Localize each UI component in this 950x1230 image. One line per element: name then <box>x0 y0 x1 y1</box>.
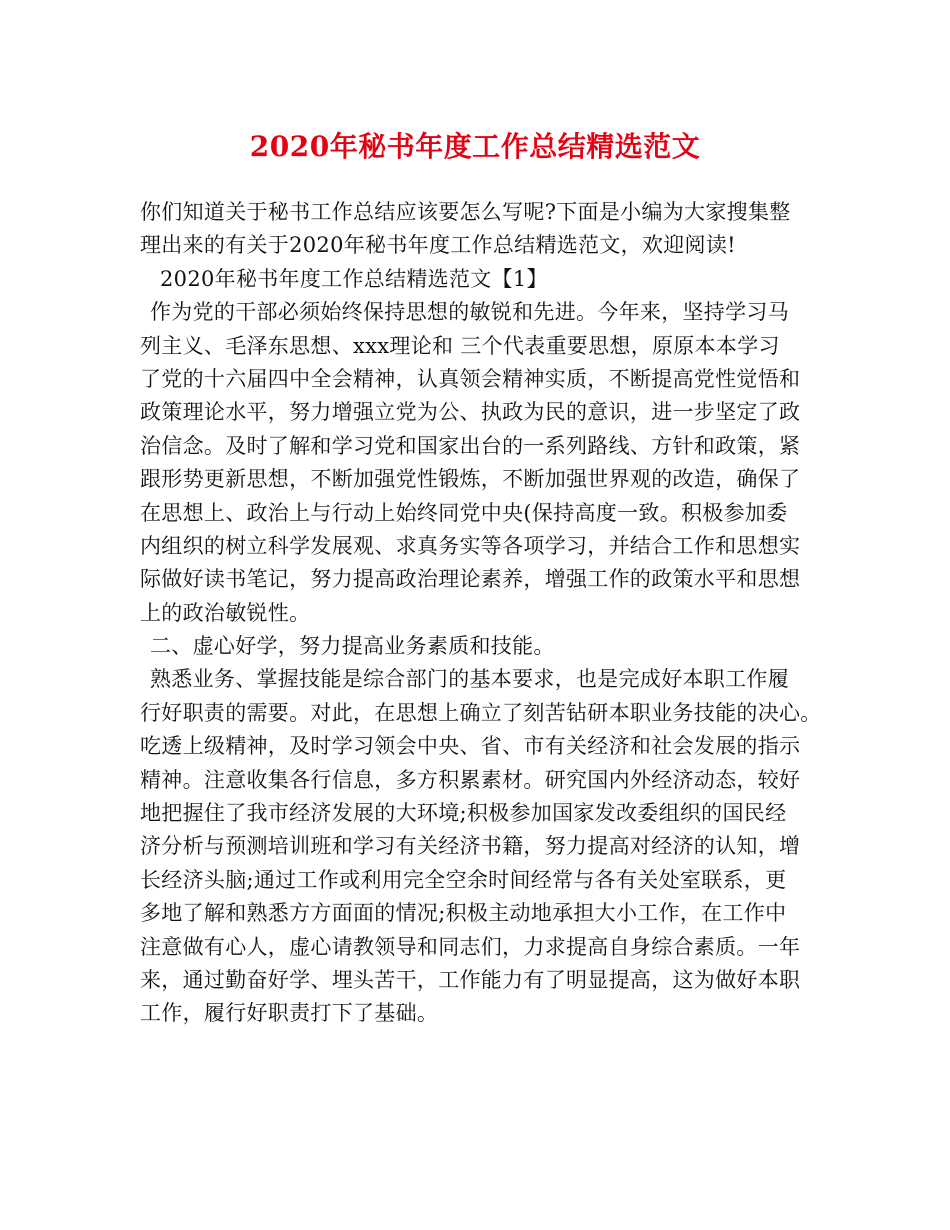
text-line: 了党的十六届四中全会精神，认真领会精神实质，不断提高党性觉悟和 <box>140 366 801 391</box>
text-line: 多地了解和熟悉方方面面的情况;积极主动地承担大小工作，在工作中 <box>140 901 787 926</box>
text-line: 内组织的树立科学发展观、求真务实等各项学习，并结合工作和思想实 <box>140 533 801 558</box>
text-line: 你们知道关于秘书工作总结应该要怎么写呢?下面是小编为大家搜集整 <box>140 200 791 224</box>
section-heading: 2020年秘书年度工作总结精选范文【1】 <box>160 266 548 291</box>
text-line: 列主义、毛泽东思想、xxx理论和 三个代表重要思想，原原本本学习 <box>140 333 780 358</box>
text-line: 政策理论水平，努力增强立党为公、执政为民的意识，进一步坚定了政 <box>140 400 801 425</box>
text-line: 作为党的干部必须始终保持思想的敏锐和先进。今年来，坚持学习马 <box>150 300 789 325</box>
text-line: 地把握住了我市经济发展的大环境;积极参加国家发改委组织的国民经 <box>140 801 787 826</box>
document-body <box>140 196 830 1031</box>
text-line: 理出来的有关于2020年秘书年度工作总结精选范文，欢迎阅读! <box>140 233 736 258</box>
text-line: 济分析与预测培训班和学习有关经济书籍，努力提高对经济的认知，增 <box>140 834 801 859</box>
text-line: 上的政治敏锐性。 <box>140 600 311 625</box>
text-line: 在思想上、政治上与行动上始终同党中央(保持高度一致。积极参加委 <box>140 500 788 525</box>
text-line: 行好职责的需要。对此，在思想上确立了刻苦钻研本职业务技能的决心。 <box>140 700 822 725</box>
text-line: 精神。注意收集各行信息，多方积累素材。研究国内外经济动态，较好 <box>140 767 801 792</box>
text-line: 注意做有心人，虚心请教领导和同志们，力求提高自身综合素质。一年 <box>140 934 801 959</box>
text-line: 治信念。及时了解和学习党和国家出台的一系列路线、方针和政策，紧 <box>140 433 801 458</box>
text-line: 吃透上级精神，及时学习领会中央、省、市有关经济和社会发展的指示 <box>140 734 801 759</box>
text-line: 长经济头脑;通过工作或利用完全空余时间经常与各有关处室联系，更 <box>140 867 787 892</box>
text-line: 熟悉业务、掌握技能是综合部门的基本要求，也是完成好本职工作履 <box>150 667 789 692</box>
text-line: 来，通过勤奋好学、埋头苦干，工作能力有了明显提高，这为做好本职 <box>140 967 801 992</box>
text-line: 跟形势更新思想，不断加强党性锻炼，不断加强世界观的改造，确保了 <box>140 467 801 492</box>
text-line: 工作，履行好职责打下了基础。 <box>140 1001 439 1026</box>
document-title: 2020年秘书年度工作总结精选范文 <box>249 130 701 163</box>
section-heading: 二、虚心好学，努力提高业务素质和技能。 <box>150 634 555 659</box>
text-line: 际做好读书笔记，努力提高政治理论素养，增强工作的政策水平和思想 <box>140 567 801 592</box>
